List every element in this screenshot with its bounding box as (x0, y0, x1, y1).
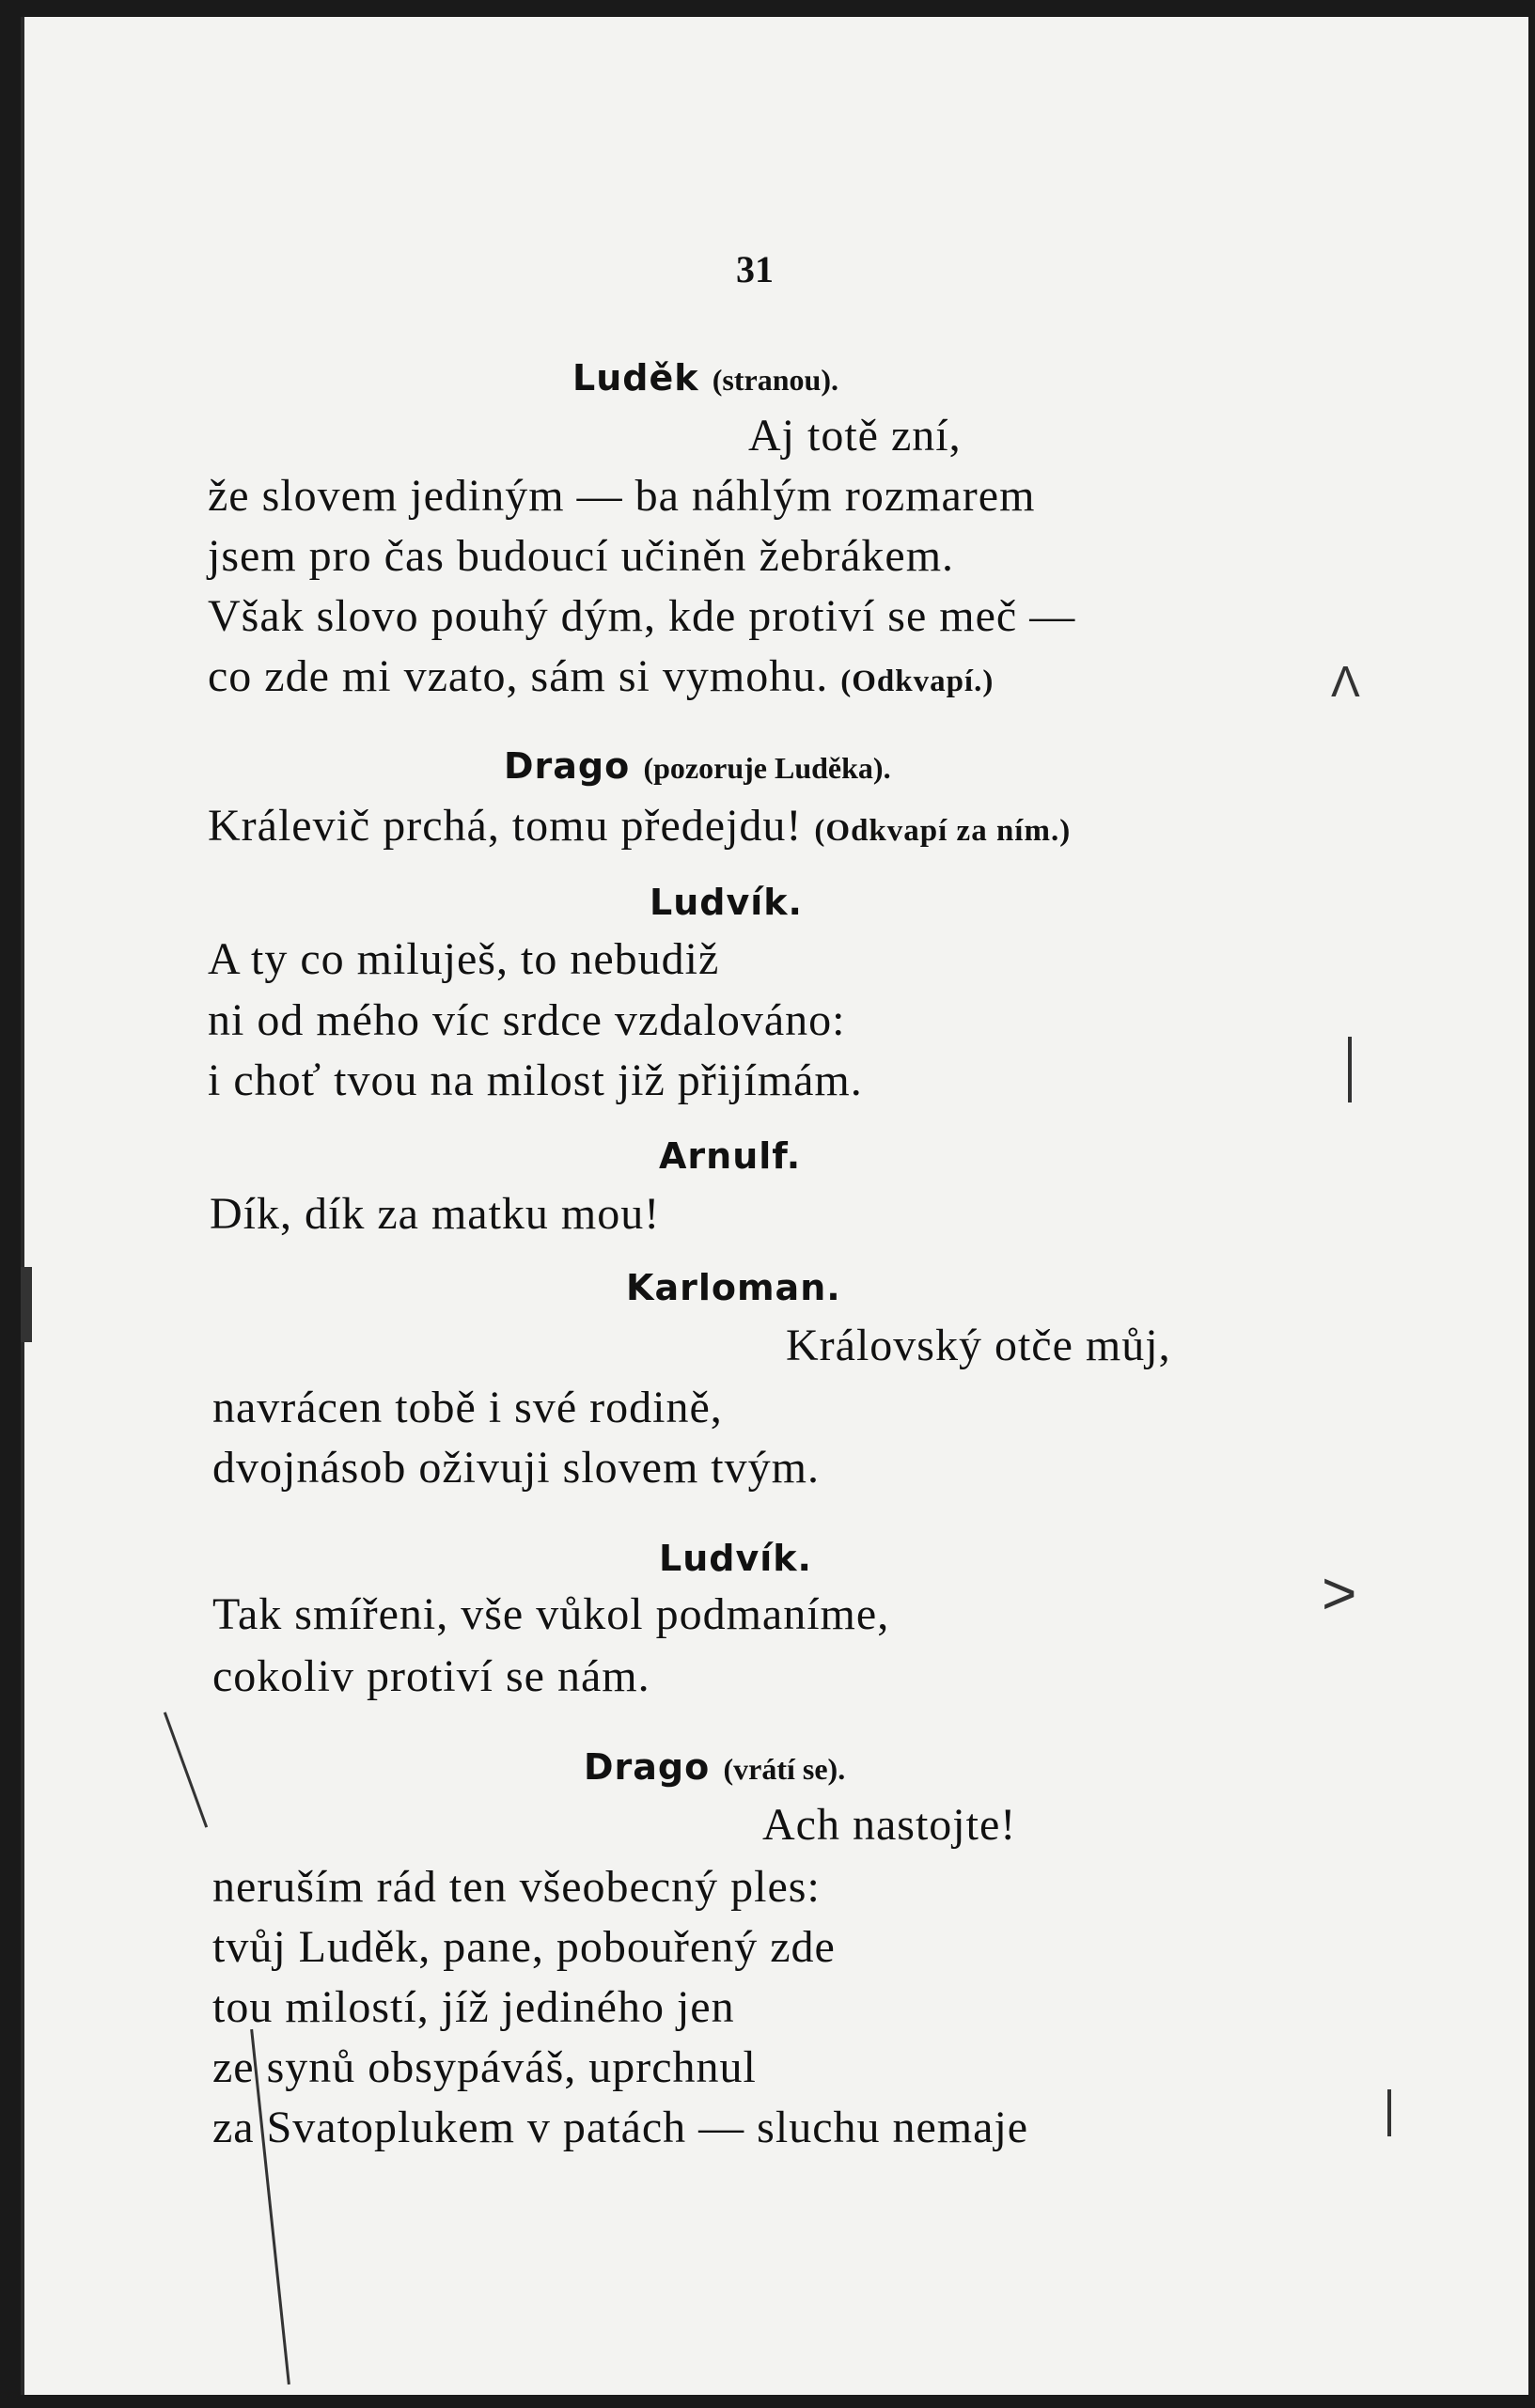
pencil-mark (1387, 2089, 1391, 2136)
stage-direction: (Odkvapí.) (840, 665, 995, 698)
pencil-mark: Λ (1331, 657, 1360, 706)
book-page (21, 17, 1528, 2395)
speaker-name: Arnulf. (659, 1135, 802, 1177)
speaker-name: Karloman. (626, 1267, 841, 1308)
verse-line: ze synů obsypáváš, uprchnul (212, 2042, 757, 2092)
speaker-name: Ludvík. (650, 882, 803, 923)
verse-text: co zde mi vzato, sám si vymohu. (208, 651, 829, 701)
verse-line: Aj totě zní, (748, 411, 962, 461)
verse-line: Však slovo pouhý dým, kde protiví se meč — (208, 591, 1076, 641)
verse-line: jsem pro čas budoucí učiněn žebrákem. (208, 531, 955, 581)
verse-line: neruším rád ten všeobecný ples: (212, 1862, 821, 1912)
verse-line: že slovem jediným — ba náhlým rozmarem (208, 471, 1036, 521)
verse-line: ni od mého víc srdce vzdalováno: (208, 995, 846, 1045)
verse-line: Tak smířeni, vše vůkol podmaníme, (212, 1589, 890, 1639)
scan-streak (21, 1267, 32, 1342)
stage-direction: (vrátí se). (723, 1752, 846, 1786)
speaker-label: Luděk (572, 357, 699, 399)
verse-line: navrácen tobě i své rodině, (212, 1383, 723, 1432)
verse-line: Ach nastojte! (762, 1800, 1017, 1850)
verse-line (208, 650, 994, 702)
verse-line: i choť tvou na milost již přijímám. (208, 1055, 863, 1105)
speaker-label: Drago (504, 745, 631, 787)
speaker-name (572, 357, 838, 399)
speaker-name (584, 1746, 845, 1788)
stage-direction: (pozoruje Luděka). (643, 751, 891, 785)
verse-line: za Svatoplukem v patách — sluchu nemaje (212, 2103, 1029, 2152)
stage-direction: (Odkvapí za ním.) (814, 814, 1072, 848)
pencil-mark: > (1322, 1559, 1357, 1627)
verse-line: A ty co miluješ, to nebudiž (208, 934, 720, 984)
pencil-mark (1348, 1037, 1352, 1102)
verse-text: Králevič prchá, tomu předejdu! (208, 801, 803, 851)
verse-line: dvojnásob oživuji slovem tvým. (212, 1443, 820, 1493)
verse-line (208, 800, 1071, 852)
verse-line: tvůj Luděk, pane, pobouřený zde (212, 1922, 836, 1972)
scan-streak (164, 1712, 208, 1827)
speaker-name (504, 745, 891, 787)
verse-line: cokoliv protiví se nám. (212, 1651, 650, 1701)
verse-line: Královský otče můj, (786, 1321, 1171, 1370)
speaker-label: Drago (584, 1746, 711, 1788)
verse-line: Dík, dík za matku mou! (210, 1189, 661, 1239)
verse-line: tou milostí, jíž jediného jen (212, 1982, 735, 2032)
stage-direction: (stranou). (712, 363, 838, 397)
page-number: 31 (736, 248, 774, 290)
speaker-name: Ludvík. (659, 1538, 812, 1579)
